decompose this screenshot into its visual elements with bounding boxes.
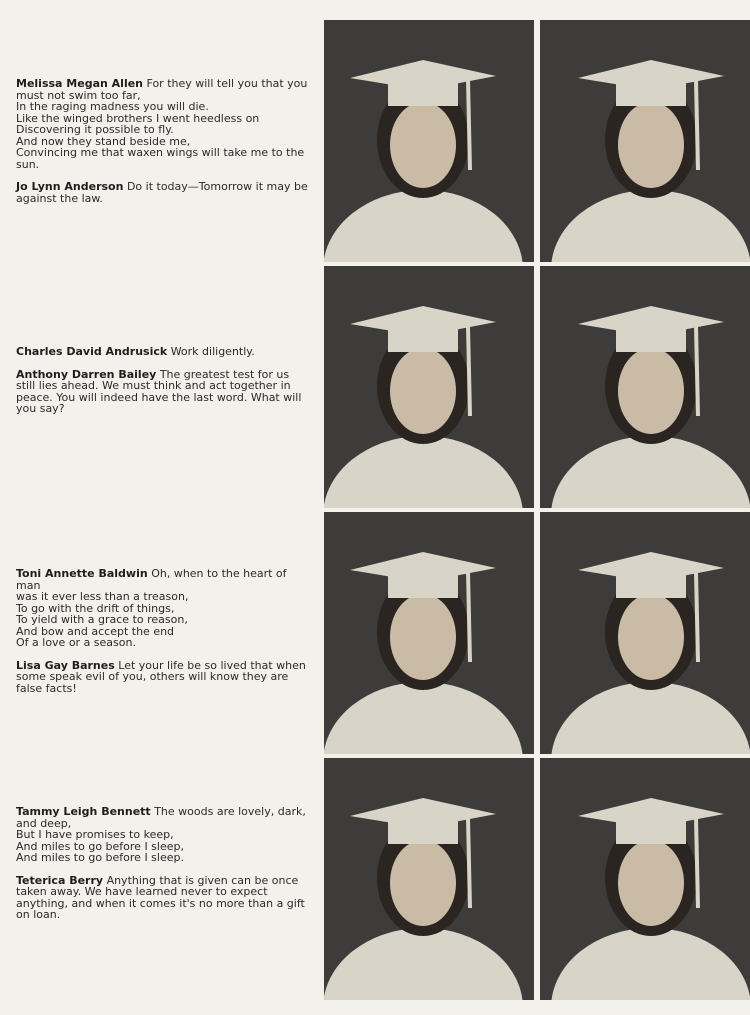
portrait-silhouette xyxy=(324,512,534,754)
portrait-silhouette xyxy=(324,758,534,1000)
portrait-photo xyxy=(540,20,750,262)
senior-quote: Anything that is given can be once taken away. We have learned never to expect anything, and when it comes it's no more than a gift on loan. xyxy=(16,873,305,921)
portrait-silhouette xyxy=(540,20,750,262)
face-shape xyxy=(390,840,456,926)
gown-shape xyxy=(324,928,523,1000)
senior-name: Toni Annette Baldwin xyxy=(16,567,148,580)
portrait-silhouette xyxy=(540,512,750,754)
senior-quote: For they will tell you that you must not swim too far, In the raging madness you will die. Like the winged brothers I went heedless on Discovering it possible to fly. And now they stand beside me, Convincing me that waxen wings will take me to the sun. xyxy=(16,77,308,171)
tassel-shape xyxy=(468,326,470,416)
senior-entry xyxy=(16,181,308,204)
face-shape xyxy=(618,840,684,926)
mortarboard-shape xyxy=(350,306,496,336)
portrait-photo xyxy=(540,512,750,754)
tassel-shape xyxy=(468,572,470,662)
face-shape xyxy=(390,594,456,680)
gown-shape xyxy=(551,436,750,508)
senior-entry xyxy=(16,806,308,864)
gown-shape xyxy=(551,190,750,262)
portrait-photo xyxy=(324,512,534,754)
senior-quote: Let your life be so lived that when some speak evil of you, others will know they are false facts! xyxy=(16,658,306,695)
portrait-photo xyxy=(324,20,534,262)
gown-shape xyxy=(324,190,523,262)
face-shape xyxy=(618,348,684,434)
portrait-silhouette xyxy=(324,266,534,508)
senior-name: Tammy Leigh Bennett xyxy=(16,805,151,818)
senior-entry xyxy=(16,568,308,649)
senior-name: Charles David Andrusick xyxy=(16,345,168,358)
mortarboard-shape xyxy=(578,60,724,90)
senior-quote: The greatest test for us still lies ahead. We must think and act together in peace. You will indeed have the last word. What will you say? xyxy=(16,367,302,415)
mortarboard-shape xyxy=(578,306,724,336)
tassel-shape xyxy=(468,818,470,908)
portrait-silhouette xyxy=(540,266,750,508)
senior-name: Jo Lynn Anderson xyxy=(16,180,124,193)
entry-block-3 xyxy=(16,568,308,705)
portrait-photo xyxy=(540,758,750,1000)
portrait-photo xyxy=(540,266,750,508)
face-shape xyxy=(618,102,684,188)
mortarboard-shape xyxy=(578,798,724,828)
face-shape xyxy=(618,594,684,680)
entry-block-1 xyxy=(16,78,308,215)
senior-quote: The woods are lovely, dark, and deep, But I have promises to keep, And miles to go before I sleep, And miles to go before I sleep. xyxy=(16,805,306,864)
gown-shape xyxy=(324,436,523,508)
face-shape xyxy=(390,348,456,434)
portrait-silhouette xyxy=(324,20,534,262)
senior-quote: Oh, when to the heart of man was it ever less than a treason, To go with the drift of things, To yield with a grace to reason, And bow and accept the end Of a love or a season. xyxy=(16,567,287,649)
portrait-photo xyxy=(324,266,534,508)
mortarboard-shape xyxy=(350,552,496,582)
portrait-photo xyxy=(324,758,534,1000)
senior-entry xyxy=(16,875,308,921)
senior-entry xyxy=(16,660,308,695)
gown-shape xyxy=(551,928,750,1000)
tassel-shape xyxy=(696,326,698,416)
senior-name: Melissa Megan Allen xyxy=(16,77,144,90)
senior-name: Teterica Berry xyxy=(16,873,104,887)
senior-quote: Do it today—Tomorrow it may be against the law. xyxy=(16,180,308,205)
tassel-shape xyxy=(696,572,698,662)
entry-block-4 xyxy=(16,806,308,932)
senior-entry xyxy=(16,346,308,358)
senior-quote: Work diligently. xyxy=(170,345,255,358)
senior-name: Anthony Darren Bailey xyxy=(16,367,157,381)
gown-shape xyxy=(324,682,523,754)
tassel-shape xyxy=(696,818,698,908)
mortarboard-shape xyxy=(350,798,496,828)
gown-shape xyxy=(551,682,750,754)
entry-block-2 xyxy=(16,346,308,426)
senior-name: Lisa Gay Barnes xyxy=(16,658,115,672)
face-shape xyxy=(390,102,456,188)
tassel-shape xyxy=(468,80,470,170)
senior-entry xyxy=(16,78,308,170)
portrait-grid xyxy=(324,20,744,1000)
portrait-silhouette xyxy=(540,758,750,1000)
tassel-shape xyxy=(696,80,698,170)
senior-entry xyxy=(16,369,308,415)
mortarboard-shape xyxy=(578,552,724,582)
mortarboard-shape xyxy=(350,60,496,90)
